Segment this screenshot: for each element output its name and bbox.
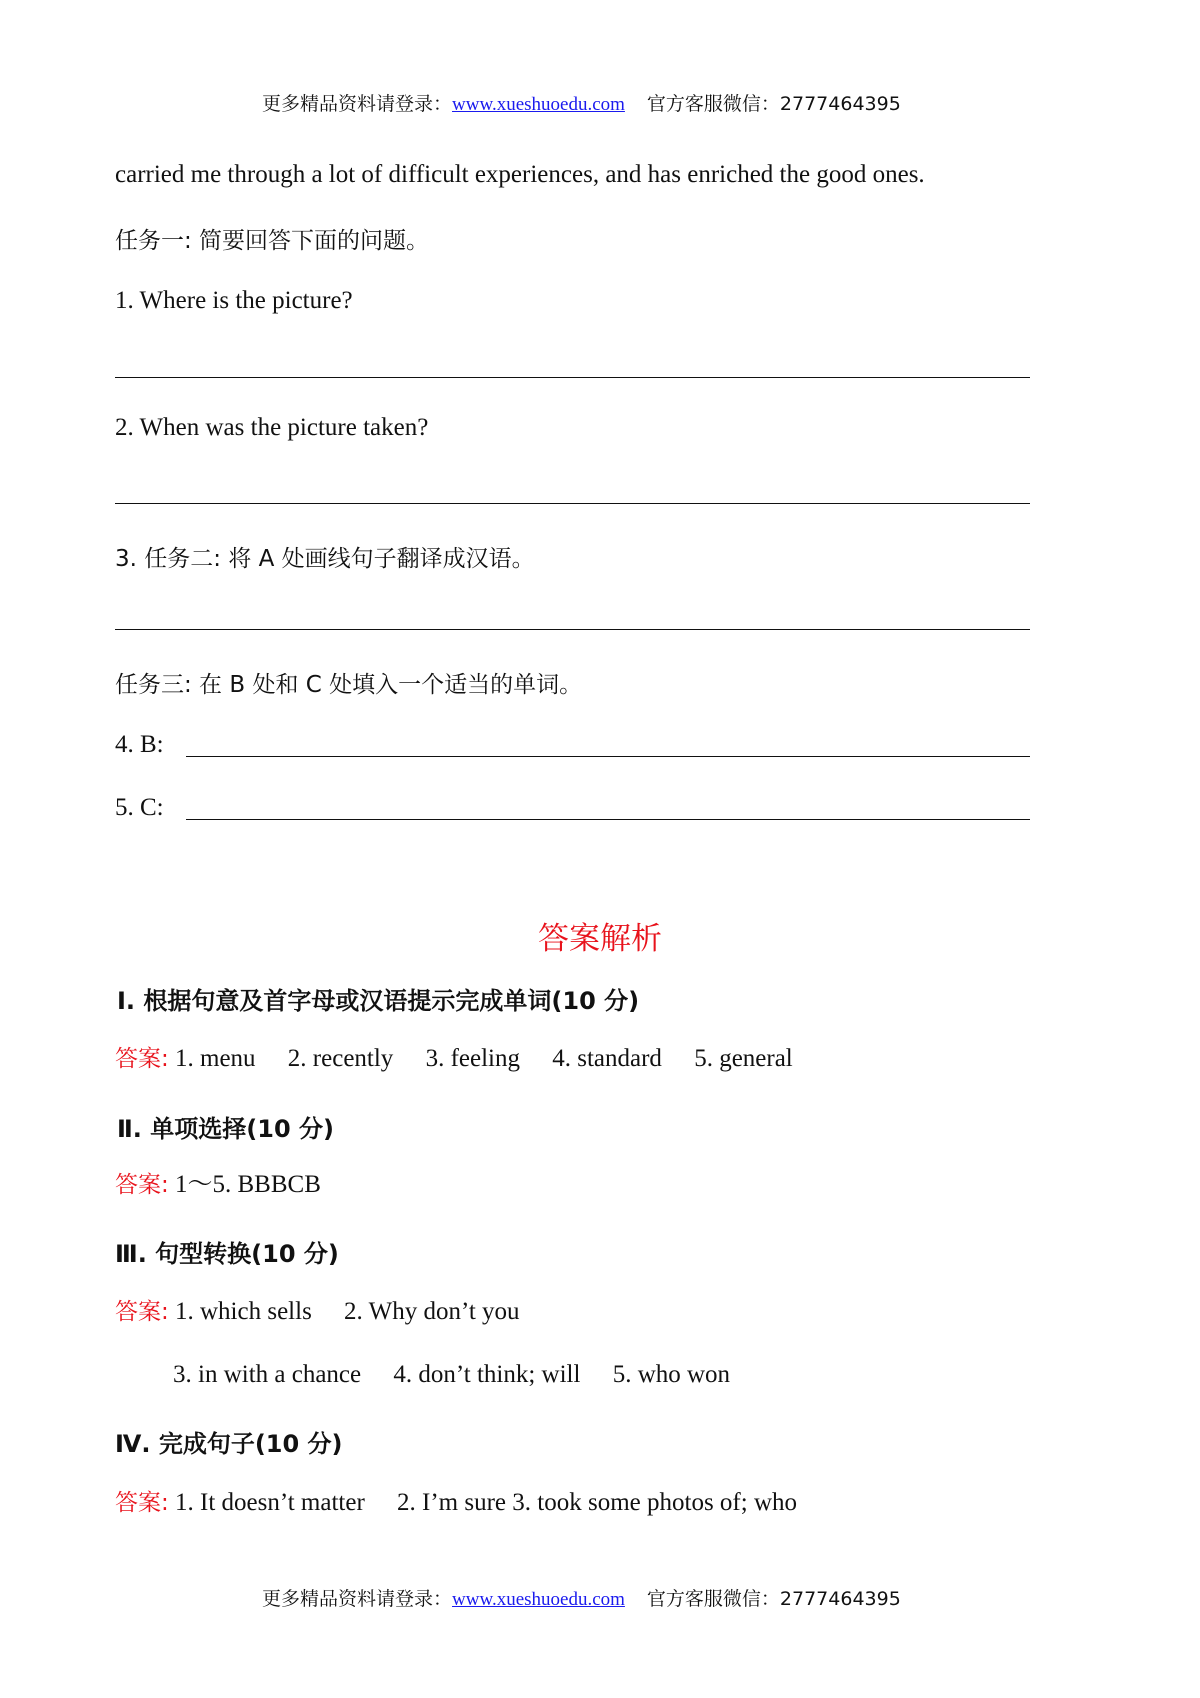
section-3-answer-line-1 bbox=[115, 1297, 520, 1327]
answer-item: 5. who won bbox=[612, 1361, 731, 1388]
answer-item: 1. which sells bbox=[175, 1298, 312, 1325]
task1-question-1: 1. Where is the picture? bbox=[115, 287, 353, 314]
footer-service: 官方客服微信：2777464395 bbox=[646, 1588, 901, 1610]
answer-item: 1. menu bbox=[175, 1045, 256, 1072]
answer-item: 2. recently bbox=[287, 1045, 394, 1072]
passage-tail: carried me through a lot of difficult experiences, and has enriched the good ones. bbox=[115, 161, 925, 188]
answer-text: 2. I’m sure 3. took some photos of; who bbox=[397, 1489, 797, 1516]
task3-c-label: 5. C: bbox=[115, 794, 164, 821]
answer-item: 4. don’t think; will bbox=[393, 1361, 581, 1388]
header-link[interactable]: www.xueshuoedu.com bbox=[452, 94, 625, 115]
section-2-heading: Ⅱ. 单项选择(10 分) bbox=[117, 1115, 334, 1143]
header-prefix: 更多精品资料请登录： bbox=[262, 93, 453, 115]
answer-item: 2. Why don’t you bbox=[344, 1298, 520, 1325]
section-2-answer bbox=[115, 1170, 321, 1200]
section-4-heading: Ⅳ. 完成句子(10 分) bbox=[115, 1430, 343, 1458]
answer-line-1[interactable] bbox=[115, 377, 1030, 378]
answer-line-2[interactable] bbox=[115, 503, 1030, 504]
footer-link[interactable]: www.xueshuoedu.com bbox=[452, 1589, 625, 1610]
answer-label: 答案: bbox=[115, 1172, 169, 1198]
footer-prefix: 更多精品资料请登录： bbox=[262, 1588, 453, 1610]
section-1-heading: Ⅰ. 根据句意及首字母或汉语提示完成单词(10 分) bbox=[117, 987, 640, 1015]
answer-label: 答案: bbox=[115, 1490, 169, 1516]
header-service: 官方客服微信：2777464395 bbox=[646, 93, 901, 115]
answer-text: 1. It doesn’t matter bbox=[175, 1489, 365, 1516]
page-footer bbox=[262, 1584, 901, 1611]
answer-label: 答案: bbox=[115, 1046, 169, 1072]
answer-line-3[interactable] bbox=[115, 629, 1030, 630]
task1-question-2: 2. When was the picture taken? bbox=[115, 414, 429, 441]
answer-text: 1～5. BBBCB bbox=[175, 1171, 321, 1198]
task1-title: 任务一: 简要回答下面的问题。 bbox=[115, 228, 430, 254]
answer-item: 5. general bbox=[694, 1045, 793, 1072]
answers-title: 答案解析 bbox=[538, 921, 662, 957]
answer-item: 3. feeling bbox=[425, 1045, 520, 1072]
task3-title: 任务三: 在 B 处和 C 处填入一个适当的单词。 bbox=[115, 672, 583, 698]
section-3-heading: Ⅲ. 句型转换(10 分) bbox=[115, 1240, 339, 1268]
task3-b-label: 4. B: bbox=[115, 731, 164, 758]
section-3-answer-line-2 bbox=[173, 1360, 730, 1390]
answer-line-b[interactable] bbox=[186, 756, 1030, 757]
section-4-answer bbox=[115, 1488, 797, 1518]
section-1-answer bbox=[115, 1044, 793, 1074]
answer-item: 4. standard bbox=[552, 1045, 662, 1072]
task2-title: 3. 任务二: 将 A 处画线句子翻译成汉语。 bbox=[115, 546, 535, 572]
page-header bbox=[262, 89, 901, 116]
answer-item: 3. in with a chance bbox=[173, 1361, 362, 1388]
answer-label: 答案: bbox=[115, 1299, 169, 1325]
answer-line-c[interactable] bbox=[186, 819, 1030, 820]
